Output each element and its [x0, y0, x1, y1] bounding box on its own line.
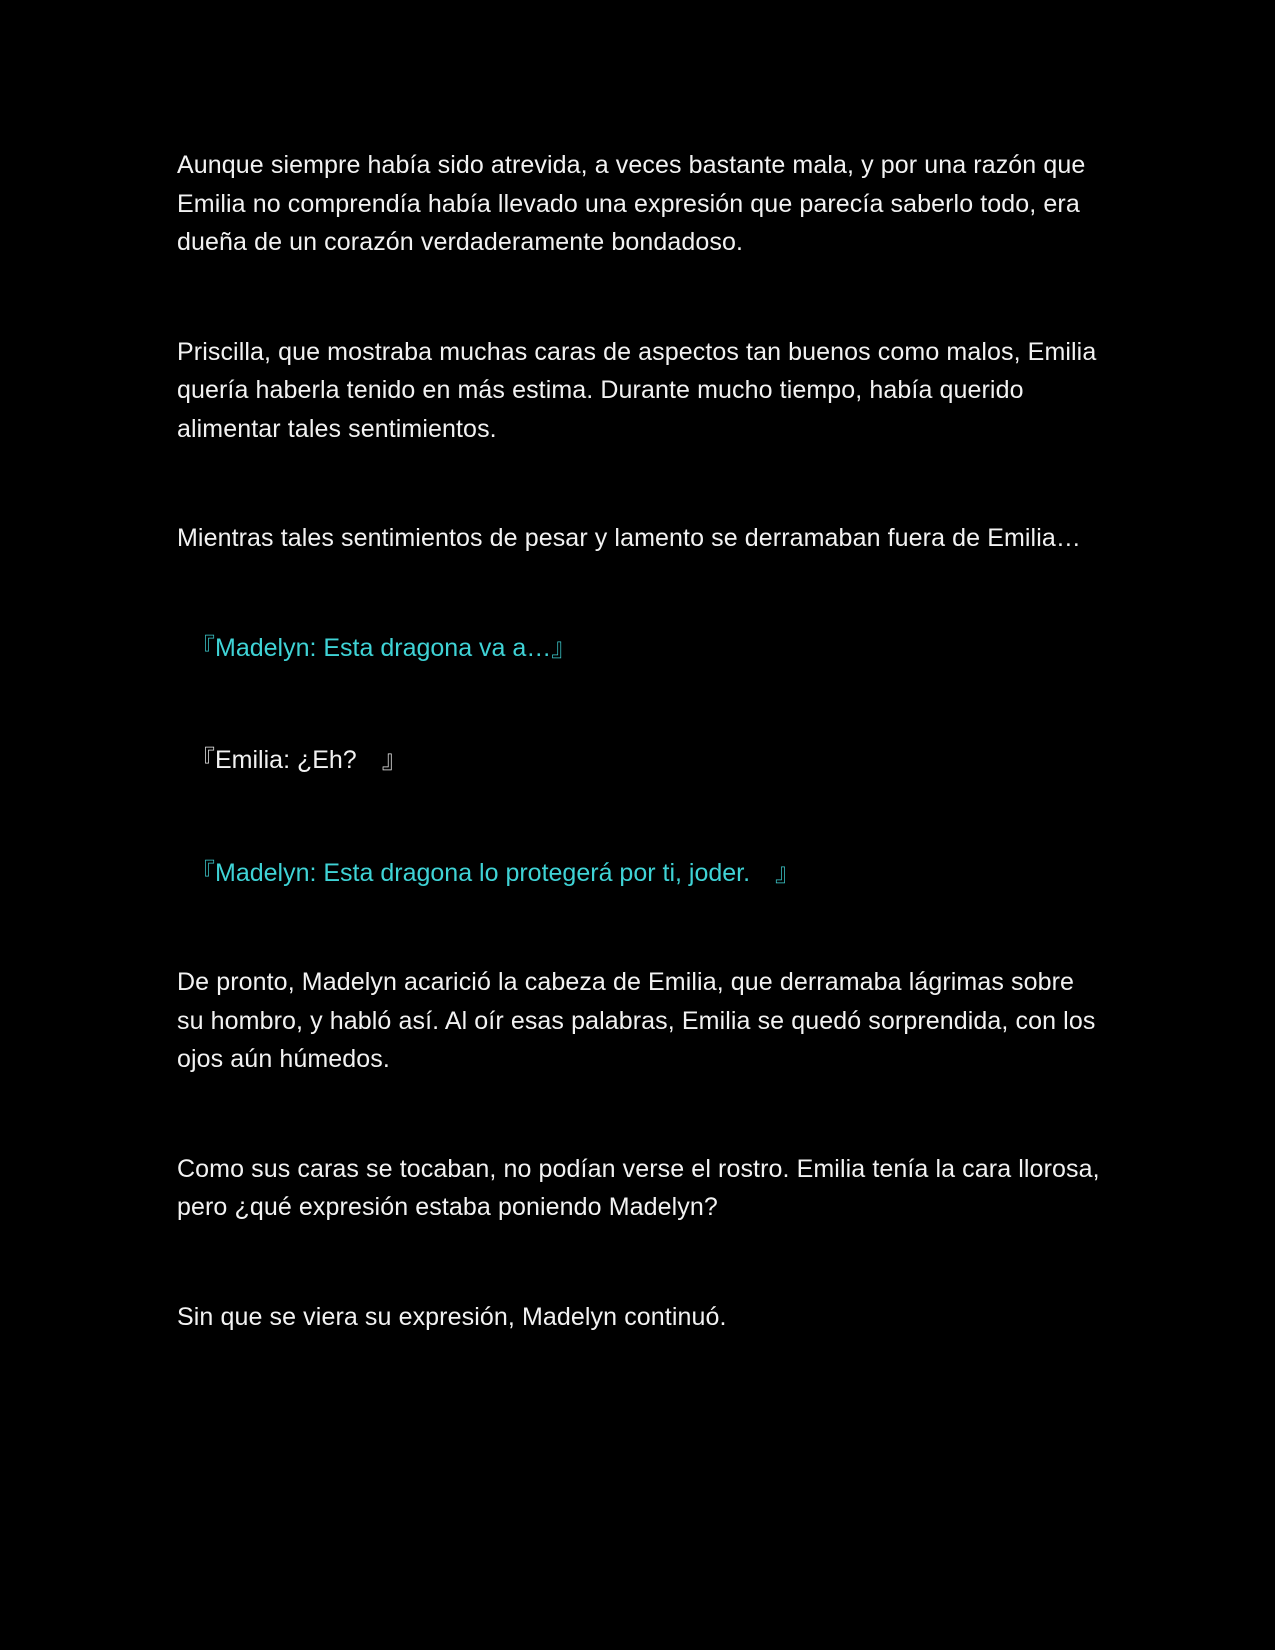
dialog-madelyn-2: 『Madelyn: Esta dragona lo protegerá por ti, joder. 』: [190, 858, 801, 887]
document-page: [177, 146, 1107, 1336]
paragraph-1: Aunque siempre había sido atrevida, a veces bastante mala, y por una razón que Emilia no comprendía había llevado una expresión que parecía saberlo todo, era dueña de un corazón verdaderamente bondadoso.: [177, 151, 1086, 256]
paragraph-3: Mientras tales sentimientos de pesar y lamento se derramaban fuera de Emilia…: [177, 524, 1081, 552]
paragraph-6: Sin que se viera su expresión, Madelyn continuó.: [177, 1302, 727, 1331]
paragraph-4: De pronto, Madelyn acarició la cabeza de Emilia, que derramaba lágrimas sobre su hombro, y habló así. Al oír esas palabras, Emilia se quedó sorprendida, con los ojos aún húmedos.: [177, 968, 1096, 1073]
paragraph-5: Como sus caras se tocaban, no podían verse el rostro. Emilia tenía la cara llorosa, pero ¿qué expresión estaba poniendo Madelyn?: [177, 1154, 1100, 1221]
paragraph-2: Priscilla, que mostraba muchas caras de aspectos tan buenos como malos, Emilia quería haberla tenido en más estima. Durante mucho tiempo, había querido alimentar tales sentimientos.: [177, 337, 1097, 443]
dialog-madelyn-1: 『Madelyn: Esta dragona va a…』: [190, 633, 577, 662]
dialog-emilia: 『Emilia: ¿Eh? 』: [190, 746, 407, 774]
